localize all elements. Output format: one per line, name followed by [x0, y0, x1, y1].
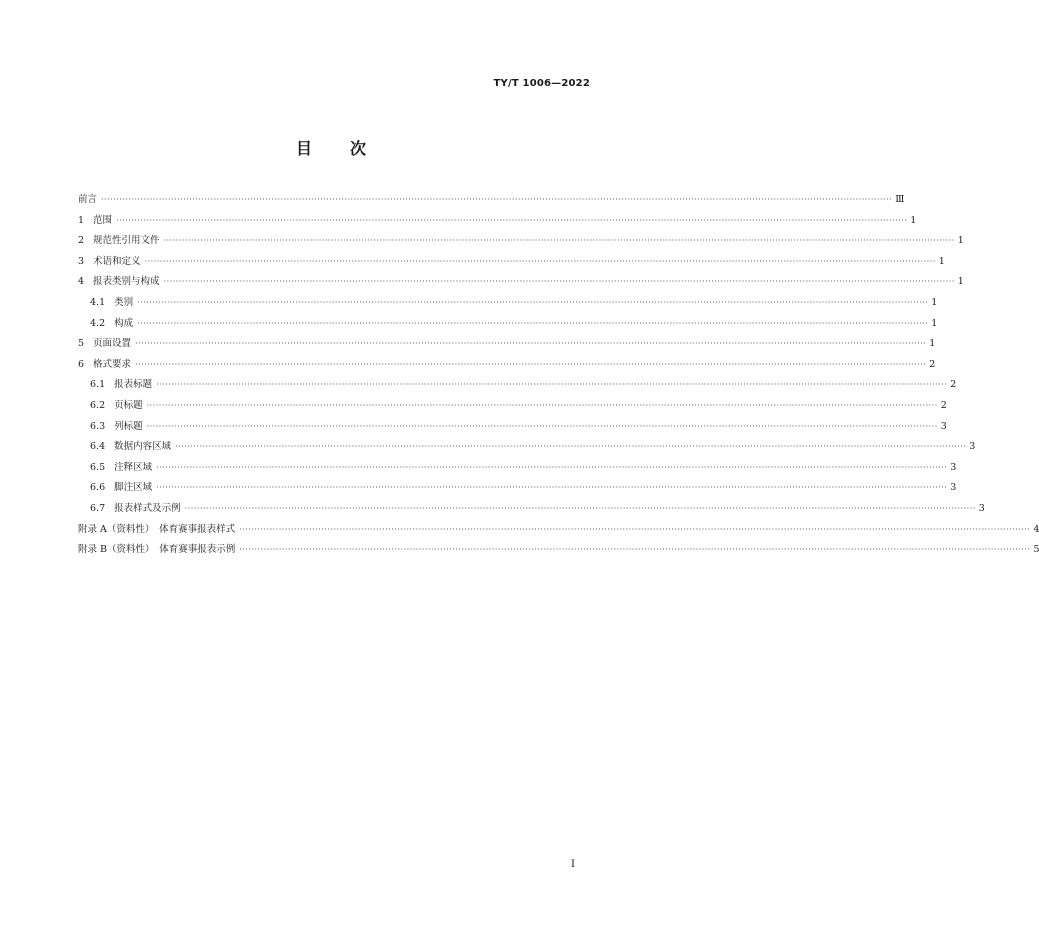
toc-leader-dots: ···································································································································································································································································· [101, 195, 893, 204]
page-number: Ⅰ [571, 859, 575, 870]
toc-leader-dots: ···································································································································································································································································· [135, 359, 927, 369]
toc-entry-label: 附录 A（资料性） 体育赛事报表样式 [78, 523, 236, 535]
toc-entry-number: 6.5 [90, 461, 106, 473]
table-of-contents [78, 190, 1039, 561]
toc-entry-page: 3 [969, 441, 976, 453]
toc-entry-label: 报表标题 [114, 379, 153, 391]
toc-entry-page: 1 [929, 338, 936, 350]
toc-entry-number: 6.7 [90, 502, 106, 514]
toc-entry-page: 3 [950, 482, 957, 494]
toc-leader-dots: ···································································································································································································································································· [163, 236, 955, 246]
toc-entry-number: 3 [78, 255, 85, 267]
toc-entry-label: 术语和定义 [93, 255, 141, 267]
toc-entry-page: 1 [938, 255, 945, 267]
toc-entry[interactable] [78, 396, 947, 417]
toc-entry-number: 4.2 [90, 317, 106, 329]
toc-leader-dots: ···································································································································································································································································· [156, 462, 948, 472]
toc-entry[interactable] [78, 272, 964, 293]
toc-title [0, 136, 662, 159]
toc-entry[interactable] [78, 478, 957, 499]
toc-entry-number: 6.3 [90, 420, 106, 432]
toc-entry[interactable] [78, 252, 945, 273]
toc-entry-page: 2 [940, 399, 947, 411]
toc-entry[interactable] [78, 417, 947, 438]
toc-entry[interactable] [78, 211, 917, 232]
toc-entry-label: 数据内容区域 [114, 441, 172, 453]
toc-leader-dots: ···································································································································································································································································· [239, 545, 1031, 555]
toc-leader-dots: ···································································································································································································································································· [175, 442, 967, 452]
toc-entry-page: 1 [957, 276, 964, 288]
toc-entry[interactable] [78, 293, 938, 314]
toc-entry-number: 6.6 [90, 482, 106, 494]
toc-entry-number: 6.2 [90, 399, 106, 411]
toc-entry-page: 1 [957, 235, 964, 247]
toc-entry[interactable] [78, 540, 1039, 561]
toc-entry[interactable] [78, 458, 957, 479]
toc-entry[interactable] [78, 334, 936, 355]
toc-title-char-1: 目 [295, 139, 312, 158]
toc-entry-page: 1 [931, 296, 938, 308]
toc-leader-dots: ···································································································································································································································································· [146, 400, 938, 410]
toc-entry[interactable] [78, 375, 957, 396]
toc-entry[interactable] [78, 520, 1039, 541]
toc-entry-label: 报表类别与构成 [93, 276, 160, 288]
toc-leader-dots: ···································································································································································································································································· [239, 524, 1031, 534]
toc-entry-number: 1 [78, 214, 85, 226]
toc-entry-number: 4 [78, 276, 85, 288]
toc-entry-number: 4.1 [90, 296, 106, 308]
toc-entry-label: 附录 B（资料性） 体育赛事报表示例 [78, 544, 236, 556]
toc-leader-dots: ···································································································································································································································································· [137, 297, 929, 307]
toc-entry-label: 页面设置 [93, 338, 132, 350]
toc-entry-page: 1 [910, 214, 917, 226]
toc-entry-page: 4 [1033, 523, 1039, 535]
toc-entry-page: Ⅲ [895, 194, 905, 205]
toc-entry-label: 页标题 [114, 399, 143, 411]
toc-entry-page: 2 [950, 379, 957, 391]
toc-entry[interactable] [78, 437, 976, 458]
toc-entry-page: 3 [940, 420, 947, 432]
toc-leader-dots: ···································································································································································································································································· [144, 256, 936, 266]
toc-entry-number: 2 [78, 235, 85, 247]
toc-entry-number: 6.1 [90, 379, 106, 391]
toc-entry-label: 脚注区域 [114, 482, 153, 494]
toc-entry-page: 3 [950, 461, 957, 473]
toc-leader-dots: ···································································································································································································································································· [146, 421, 938, 431]
toc-entry[interactable] [78, 314, 938, 335]
toc-entry-label: 前言 [78, 194, 98, 205]
toc-leader-dots: ···································································································································································································································································· [184, 503, 976, 513]
toc-entry[interactable] [78, 190, 905, 211]
toc-entry[interactable] [78, 355, 936, 376]
toc-entry-page: 3 [978, 502, 985, 514]
toc-entry-number: 5 [78, 338, 85, 350]
toc-entry-label: 注释区域 [114, 461, 153, 473]
toc-leader-dots: ···································································································································································································································································· [135, 339, 927, 349]
toc-leader-dots: ···································································································································································································································································· [156, 483, 948, 493]
toc-entry[interactable] [78, 499, 985, 520]
toc-title-char-2: 次 [350, 139, 367, 158]
toc-entry-number: 6.4 [90, 441, 106, 453]
toc-leader-dots: ···································································································································································································································································· [116, 215, 908, 225]
toc-entry-label: 规范性引用文件 [93, 235, 160, 247]
toc-entry-label: 构成 [114, 317, 134, 329]
toc-entry-label: 格式要求 [93, 358, 132, 370]
toc-entry-number: 6 [78, 358, 85, 370]
toc-entry-label: 列标题 [114, 420, 143, 432]
toc-leader-dots: ···································································································································································································································································· [163, 277, 955, 287]
document-code: TY/T 1006—2022 [493, 78, 590, 89]
toc-entry[interactable] [78, 231, 964, 252]
toc-entry-page: 5 [1033, 544, 1039, 556]
toc-leader-dots: ···································································································································································································································································· [137, 318, 929, 328]
toc-entry-page: 1 [931, 317, 938, 329]
toc-entry-label: 报表样式及示例 [114, 502, 181, 514]
toc-leader-dots: ···································································································································································································································································· [156, 380, 948, 390]
toc-entry-label: 类别 [114, 296, 134, 308]
toc-entry-label: 范围 [93, 214, 113, 226]
toc-entry-page: 2 [929, 358, 936, 370]
